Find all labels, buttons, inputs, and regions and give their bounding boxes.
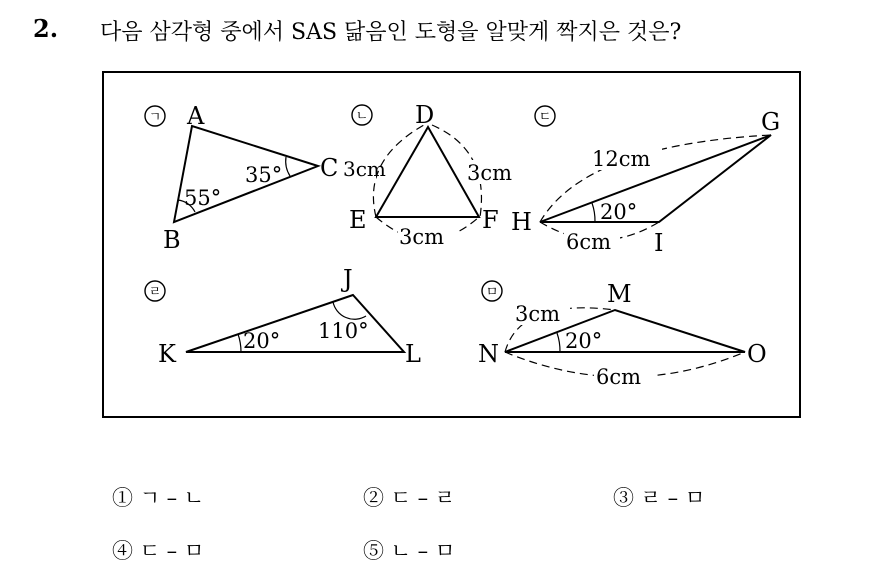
choice-2[interactable] <box>363 482 455 512</box>
choice-text: ㄴ – ㅁ <box>390 539 456 563</box>
choice-5[interactable] <box>363 535 455 565</box>
choice-number: ④ <box>112 539 133 563</box>
angle-k-label: 20° <box>243 329 281 353</box>
question-text: 다음 삼각형 중에서 SAS 닮음인 도형을 알맞게 짝지은 것은? <box>100 20 682 45</box>
vertex-o: O <box>747 340 767 368</box>
vertex-j: J <box>343 265 353 293</box>
choice-1[interactable] <box>112 482 204 512</box>
vertex-g: G <box>761 108 781 136</box>
vertex-m: M <box>607 280 632 308</box>
side-de-label: 3cm <box>343 157 386 181</box>
choice-text: ㄷ – ㄹ <box>390 486 456 510</box>
choice-3[interactable] <box>613 482 705 512</box>
vertex-c: C <box>320 154 339 182</box>
triangle-jkl <box>186 295 404 352</box>
side-nm-label: 3cm <box>515 302 561 326</box>
choice-number: ③ <box>613 486 634 510</box>
angle-j-label: 110° <box>318 319 369 343</box>
angle-mark-n <box>557 333 560 352</box>
side-no-label: 6cm <box>596 365 642 389</box>
vertex-k: K <box>158 340 176 368</box>
question-number: 2. <box>33 14 59 43</box>
choice-number: ② <box>363 486 384 510</box>
vertex-f: F <box>482 206 499 234</box>
triangle-b <box>340 101 523 249</box>
side-hg-label: 12cm <box>592 147 651 171</box>
marker-b: ㄴ <box>355 109 369 124</box>
triangle-def <box>376 127 479 217</box>
angle-mark-k <box>238 334 241 352</box>
vertex-l: L <box>405 340 421 368</box>
marker-a: ㄱ <box>148 110 162 125</box>
side-ef-label: 3cm <box>399 225 445 249</box>
choice-text: ㄹ – ㅁ <box>640 486 706 510</box>
marker-e: ㅁ <box>485 285 499 300</box>
choice-text: ㄱ – ㄴ <box>139 486 205 510</box>
marker-d: ㄹ <box>148 285 162 300</box>
vertex-n: N <box>478 340 499 368</box>
vertex-b: B <box>163 226 181 254</box>
side-df-label: 3cm <box>467 161 513 185</box>
choice-text: ㄷ – ㅁ <box>139 539 205 563</box>
choice-4[interactable] <box>112 535 204 565</box>
angle-c-label: 35° <box>245 163 283 187</box>
marker-c: ㄷ <box>538 110 552 125</box>
angle-n-label: 20° <box>565 329 603 353</box>
vertex-d: D <box>415 101 435 129</box>
choice-number: ⑤ <box>363 539 384 563</box>
side-hi-label: 6cm <box>566 230 612 254</box>
choice-number: ① <box>112 486 133 510</box>
triangle-c <box>511 106 780 257</box>
angle-h-label: 20° <box>600 200 638 224</box>
triangle-e <box>478 280 767 389</box>
vertex-i: I <box>654 229 664 257</box>
vertex-a: A <box>187 102 205 130</box>
vertex-h: H <box>511 208 532 236</box>
angle-mark-c <box>286 157 290 176</box>
angle-b-label: 55° <box>184 186 222 210</box>
triangle-a <box>145 102 338 254</box>
triangle-d <box>145 265 421 368</box>
angle-mark-h <box>592 203 595 222</box>
vertex-e: E <box>349 206 367 234</box>
